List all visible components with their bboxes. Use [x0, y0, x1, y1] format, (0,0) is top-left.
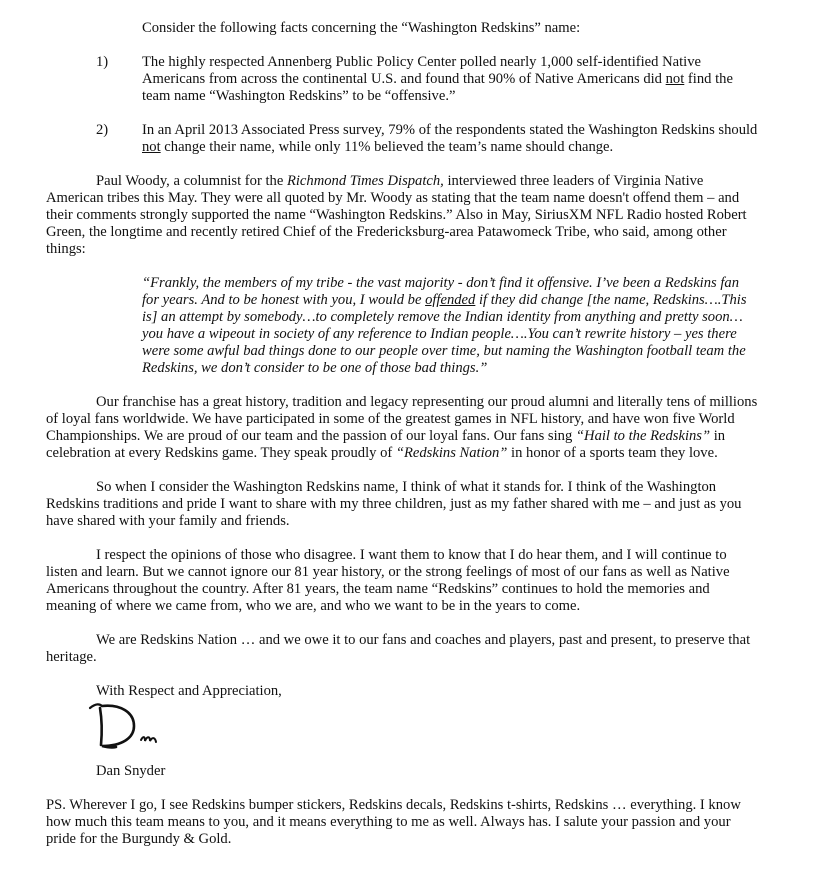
quote-line-2: for years. And to be honest with you, I would be offended if they did change [the name, Redskins….This — [142, 292, 747, 308]
paragraph-4-line-3: Americans throughout the country. After 81 years, the team name “Redskins” continues to hold the memories and — [46, 581, 710, 597]
paragraph-3-line-2: Redskins traditions and pride I want to share with my three children, just as my father shared with me – and just as you — [46, 496, 742, 512]
intro-line: Consider the following facts concerning the “Washington Redskins” name: — [142, 20, 581, 36]
paragraph-1-line-2: American tribes this May. They were all quoted by Mr. Woody as stating that the team name doesn't offend them – and — [46, 190, 740, 206]
paragraph-1-line-3: their comments strongly supported the name “Washington Redskins.” Also in May, SiriusXM NFL Radio hosted Robert — [46, 207, 747, 223]
paragraph-2-line-3: Championships. We are proud of our team and the passion of our loyal fans. Our fans sing “Hail to the Redskins” in — [46, 428, 726, 444]
quote-line-5: were some awful bad things done to our people over time, but naming the Washington football team the — [142, 343, 746, 359]
ps-line-1: PS. Wherever I go, I see Redskins bumper stickers, Redskins decals, Redskins t-shirts, Redskins … everything. I know — [46, 797, 741, 813]
paragraph-3-line-1: So when I consider the Washington Redskins name, I think of what it stands for. I think of the Washington — [96, 479, 717, 495]
list-number-1: 1) — [96, 54, 109, 70]
fact-2-line-1: In an April 2013 Associated Press survey, 79% of the respondents stated the Washington Redskins should — [142, 122, 758, 138]
paragraph-2-line-4: celebration at every Redskins game. They speak proudly of “Redskins Nation” in honor of a sports team they love. — [46, 445, 718, 461]
paragraph-4-line-2: listen and learn. But we cannot ignore our 81 year history, or the strong feelings of most of our fans as well as Native — [46, 564, 730, 580]
paragraph-4-line-4: meaning of where we came from, who we are, and who we want to be in the years to come. — [46, 598, 581, 614]
paragraph-2-line-2: of loyal fans worldwide. We have participated in some of the greatest games in NFL history, and have won five World — [46, 411, 735, 427]
ps-line-2: how much this team means to you, and it means everything to me as well. Always has. I salute your passion and your — [46, 814, 731, 830]
paragraph-2-line-1: Our franchise has a great history, tradition and legacy representing our proud alumni and literally tens of millions — [96, 394, 758, 410]
list-number-2: 2) — [96, 122, 109, 138]
paragraph-1-line-1: Paul Woody, a columnist for the Richmond Times Dispatch, interviewed three leaders of Virginia Native — [96, 173, 704, 189]
quote-line-1: “Frankly, the members of my tribe - the vast majority - don’t find it offensive. I’ve been a Redskins fan — [142, 275, 739, 291]
quote-line-6: Redskins, we don’t consider to be one of those bad things.” — [142, 360, 488, 376]
paragraph-5-line-1: We are Redskins Nation … and we owe it to our fans and coaches and players, past and present, to preserve that — [96, 632, 751, 648]
paragraph-5-line-2: heritage. — [46, 649, 97, 665]
fact-1-line-2: Americans from across the continental U.S. and found that 90% of Native Americans did not find the — [142, 71, 733, 87]
fact-1-line-3: team name “Washington Redskins” to be “offensive.” — [142, 88, 456, 104]
quote-line-4: you have a wipeout in society of any reference to Indian people….You can’t rewrite history – yes there — [142, 326, 737, 342]
ps-line-3: pride for the Burgundy & Gold. — [46, 831, 232, 847]
quote-line-3: is] an attempt by somebody…to completely remove the Indian identity from anything and pretty soon… — [142, 309, 743, 325]
paragraph-3-line-3: have shared with your family and friends. — [46, 513, 290, 529]
fact-2-line-2: not change their name, while only 11% believed the team’s name should change. — [142, 139, 614, 155]
signer-name: Dan Snyder — [96, 763, 166, 779]
paragraph-1-line-5: things: — [46, 241, 86, 257]
paragraph-1-line-4: Green, the longtime and recently retired Chief of the Fredericksburg-area Patawomeck Tribe, who said, among other — [46, 224, 727, 240]
handwritten-signature — [86, 700, 176, 755]
closing-line: With Respect and Appreciation, — [96, 683, 282, 699]
fact-1-line-1: The highly respected Annenberg Public Policy Center polled nearly 1,000 self-identified Native — [142, 54, 702, 70]
paragraph-4-line-1: I respect the opinions of those who disagree. I want them to know that I do hear them, and I will continue to — [96, 547, 727, 563]
